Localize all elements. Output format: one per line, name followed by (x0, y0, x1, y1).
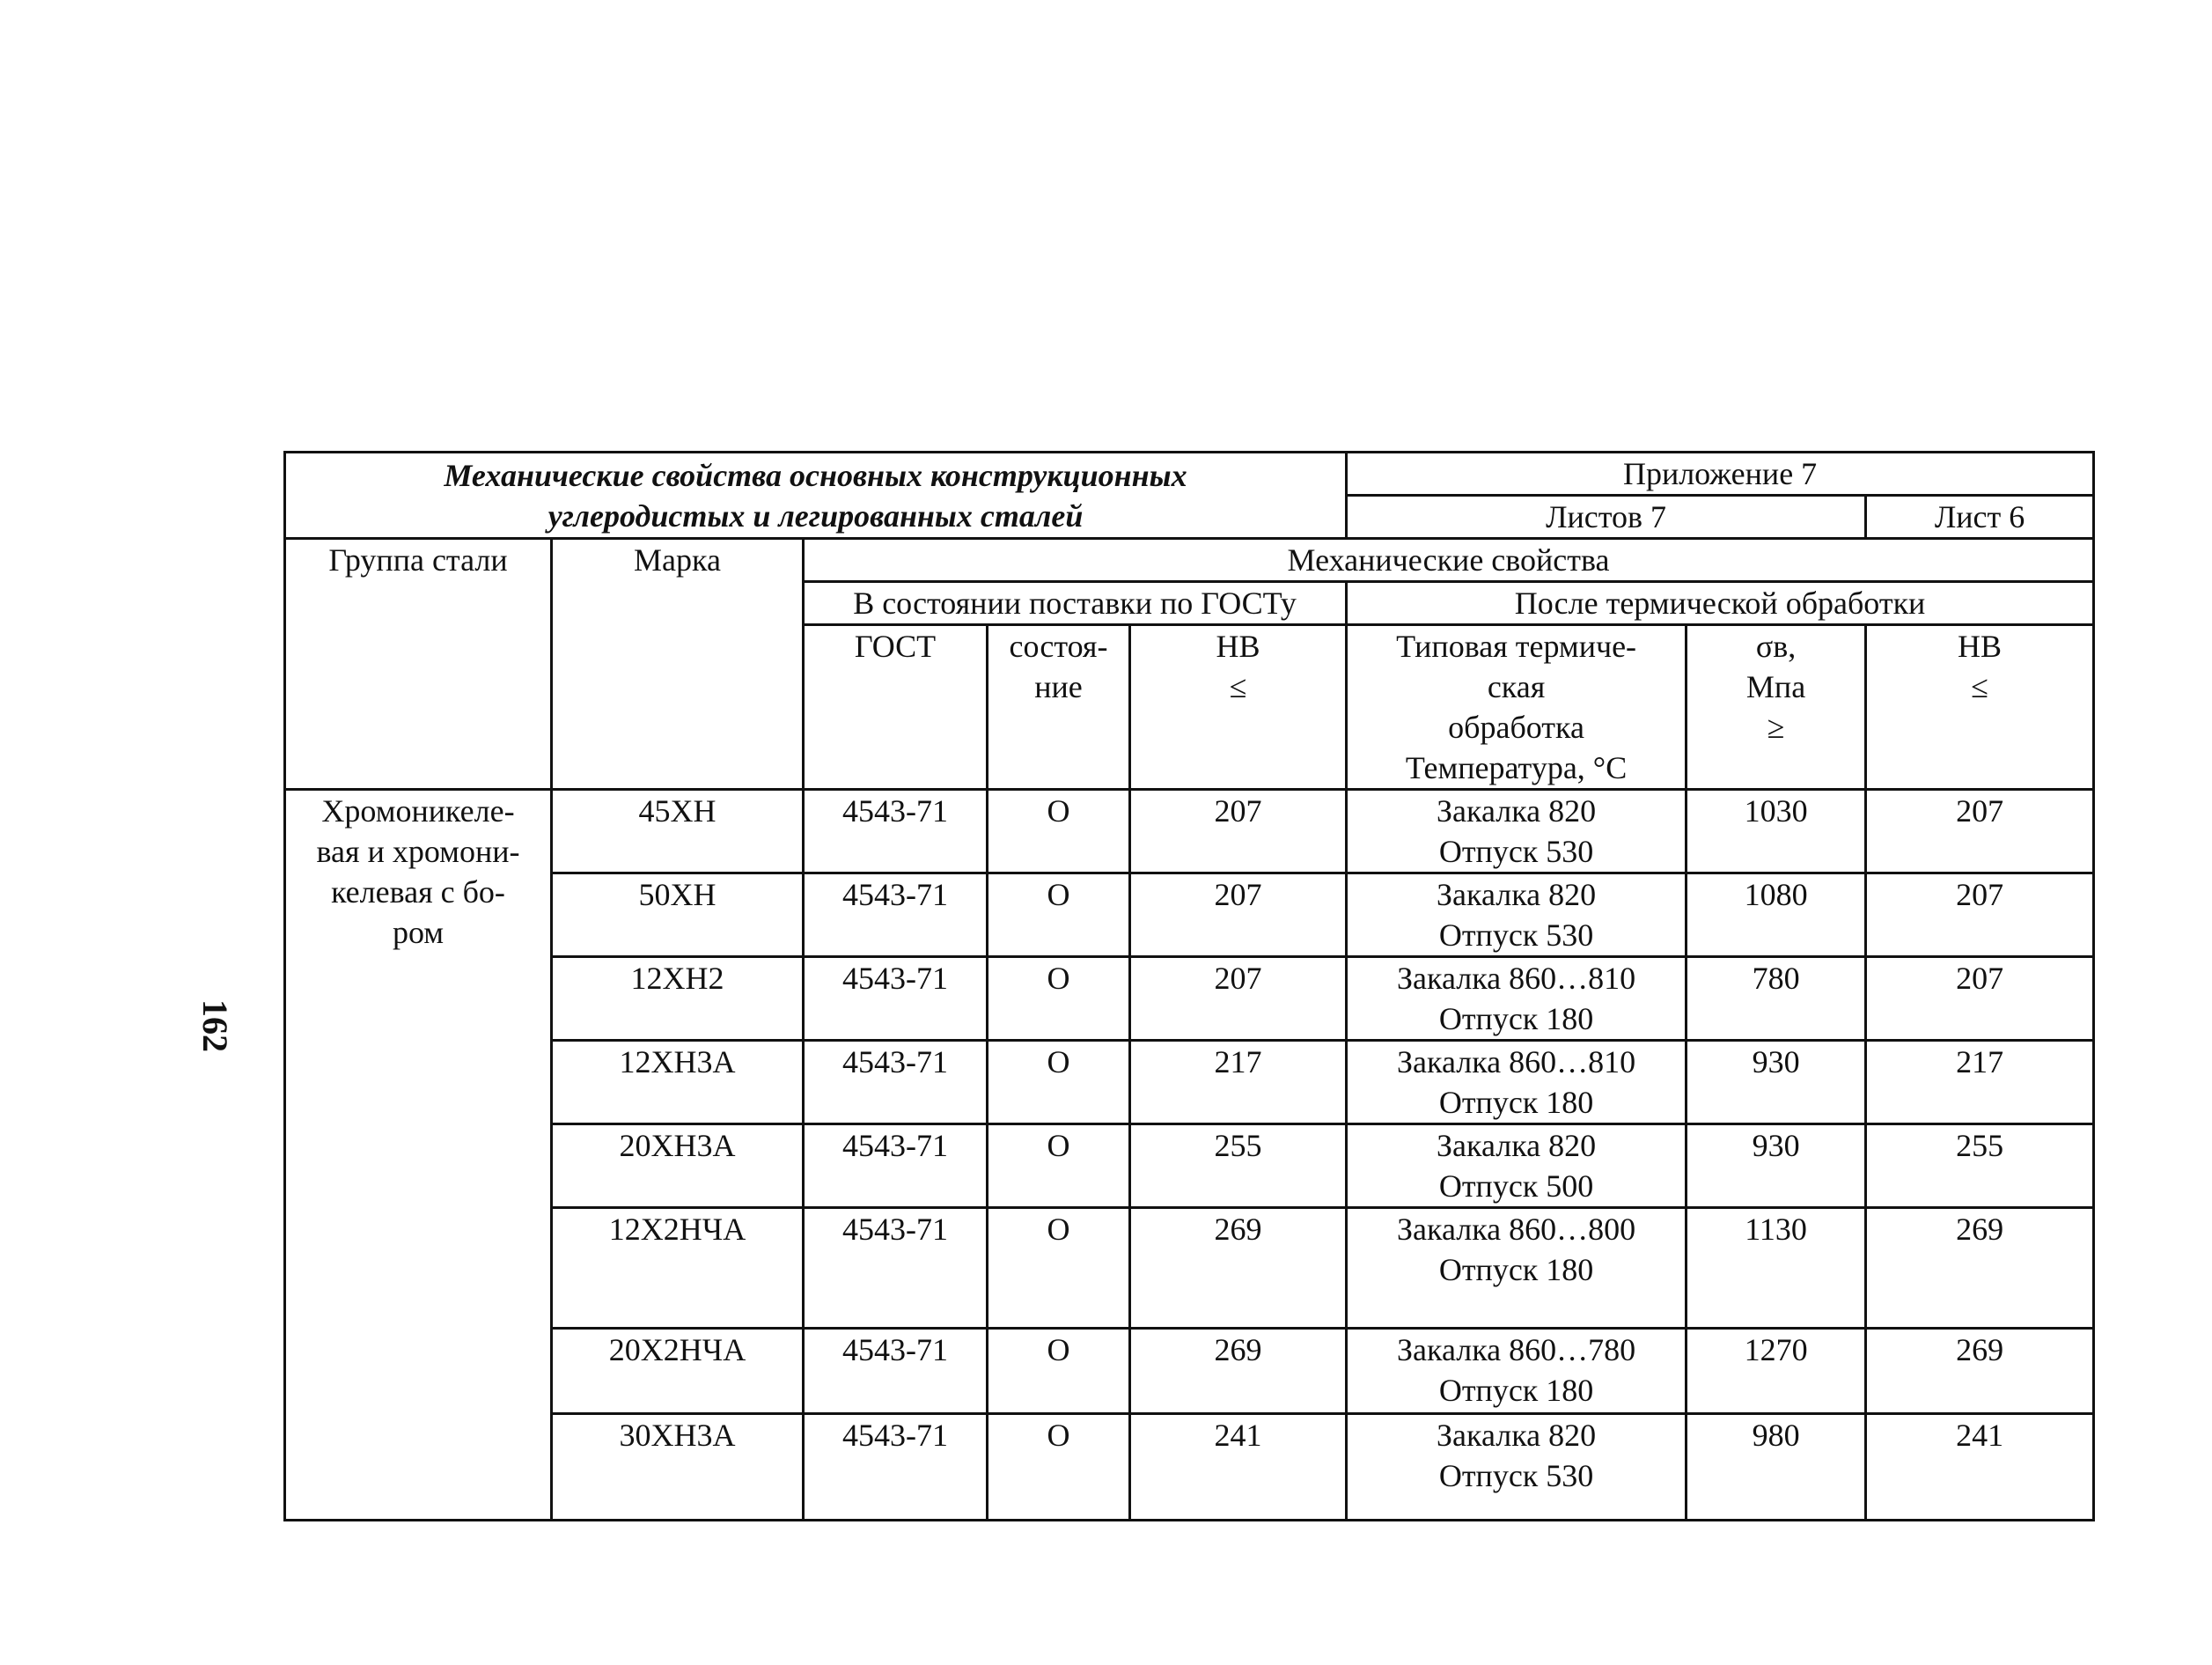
table-row (285, 1041, 2094, 1124)
gost-cell: 4543-71 (804, 1414, 988, 1521)
condition-cell: О (988, 957, 1130, 1041)
header-heat-treatment: Типовая термиче- ская обработка Температура, °С (1347, 625, 1687, 790)
hb-after-cell: 269 (1866, 1329, 2094, 1414)
hb-cell: 255 (1130, 1124, 1347, 1208)
grade-cell: 30ХН3А (552, 1414, 804, 1521)
hb-cell: 207 (1130, 873, 1347, 957)
header-mech-props: Механические свойства (804, 539, 2094, 582)
appendix-label: Приложение 7 (1347, 453, 2094, 496)
sigma-cell: 930 (1687, 1124, 1866, 1208)
hb-cell: 269 (1130, 1329, 1347, 1414)
table-row (285, 873, 2094, 957)
grade-cell: 50ХН (552, 873, 804, 957)
condition-cell: О (988, 873, 1130, 957)
header-after-heat: После термической обработки (1347, 582, 2094, 625)
header-supply-state: В состоянии поставки по ГОСТу (804, 582, 1347, 625)
grade-cell: 20Х2НЧА (552, 1329, 804, 1414)
condition-cell: О (988, 1329, 1130, 1414)
treatment-cell: Закалка 820 Отпуск 500 (1347, 1124, 1687, 1208)
sigma-cell: 780 (1687, 957, 1866, 1041)
hb-cell: 241 (1130, 1414, 1347, 1521)
condition-cell: О (988, 1414, 1130, 1521)
hb-after-cell: 207 (1866, 873, 2094, 957)
hb-after-cell: 255 (1866, 1124, 2094, 1208)
header-hb-supply: НВ ≤ (1130, 625, 1347, 790)
table-row (285, 1414, 2094, 1521)
gost-cell: 4543-71 (804, 1329, 988, 1414)
hb-after-cell: 269 (1866, 1208, 2094, 1329)
sigma-cell: 1030 (1687, 790, 1866, 873)
grade-cell: 12ХН2 (552, 957, 804, 1041)
table-row (285, 790, 2094, 873)
condition-cell: О (988, 790, 1130, 873)
gost-cell: 4543-71 (804, 1208, 988, 1329)
table-row (285, 1208, 2094, 1329)
sigma-cell: 1080 (1687, 873, 1866, 957)
treatment-cell: Закалка 820 Отпуск 530 (1347, 1414, 1687, 1521)
title-line-2: углеродистых и легированных сталей (547, 497, 1084, 534)
table-row (285, 1329, 2094, 1414)
steel-properties-table (283, 451, 2095, 1521)
treatment-cell: Закалка 860…810 Отпуск 180 (1347, 1041, 1687, 1124)
grade-cell: 45ХН (552, 790, 804, 873)
header-condition: состоя- ние (988, 625, 1130, 790)
hb-cell: 269 (1130, 1208, 1347, 1329)
page-number: 162 (195, 999, 235, 1052)
title-line-1: Механические свойства основных конструкционных (444, 457, 1187, 493)
hb-after-cell: 207 (1866, 957, 2094, 1041)
sigma-cell: 930 (1687, 1041, 1866, 1124)
table-title (285, 453, 1347, 539)
condition-cell: О (988, 1208, 1130, 1329)
sigma-cell: 1270 (1687, 1329, 1866, 1414)
treatment-cell: Закалка 820 Отпуск 530 (1347, 790, 1687, 873)
gost-cell: 4543-71 (804, 1124, 988, 1208)
steel-group-cell: Хромоникеле- вая и хромони- келевая с бо- ром (285, 790, 552, 1521)
gost-cell: 4543-71 (804, 873, 988, 957)
table-row (285, 957, 2094, 1041)
hb-cell: 217 (1130, 1041, 1347, 1124)
header-grade: Марка (552, 539, 804, 790)
header-group: Группа стали (285, 539, 552, 790)
gost-cell: 4543-71 (804, 957, 988, 1041)
sigma-cell: 1130 (1687, 1208, 1866, 1329)
treatment-cell: Закалка 820 Отпуск 530 (1347, 873, 1687, 957)
header-sigma: σв, Мпа ≥ (1687, 625, 1866, 790)
grade-cell: 20ХН3А (552, 1124, 804, 1208)
hb-after-cell: 241 (1866, 1414, 2094, 1521)
gost-cell: 4543-71 (804, 790, 988, 873)
grade-cell: 12ХН3А (552, 1041, 804, 1124)
hb-after-cell: 217 (1866, 1041, 2094, 1124)
condition-cell: О (988, 1041, 1130, 1124)
treatment-cell: Закалка 860…800 Отпуск 180 (1347, 1208, 1687, 1329)
condition-cell: О (988, 1124, 1130, 1208)
hb-cell: 207 (1130, 790, 1347, 873)
gost-cell: 4543-71 (804, 1041, 988, 1124)
sheet-number: Лист 6 (1866, 496, 2094, 539)
treatment-cell: Закалка 860…780 Отпуск 180 (1347, 1329, 1687, 1414)
sigma-cell: 980 (1687, 1414, 1866, 1521)
hb-cell: 207 (1130, 957, 1347, 1041)
header-hb-after: НВ ≤ (1866, 625, 2094, 790)
table-row (285, 1124, 2094, 1208)
sheets-total: Листов 7 (1347, 496, 1866, 539)
treatment-cell: Закалка 860…810 Отпуск 180 (1347, 957, 1687, 1041)
hb-after-cell: 207 (1866, 790, 2094, 873)
grade-cell: 12Х2НЧА (552, 1208, 804, 1329)
header-gost: ГОСТ (804, 625, 988, 790)
